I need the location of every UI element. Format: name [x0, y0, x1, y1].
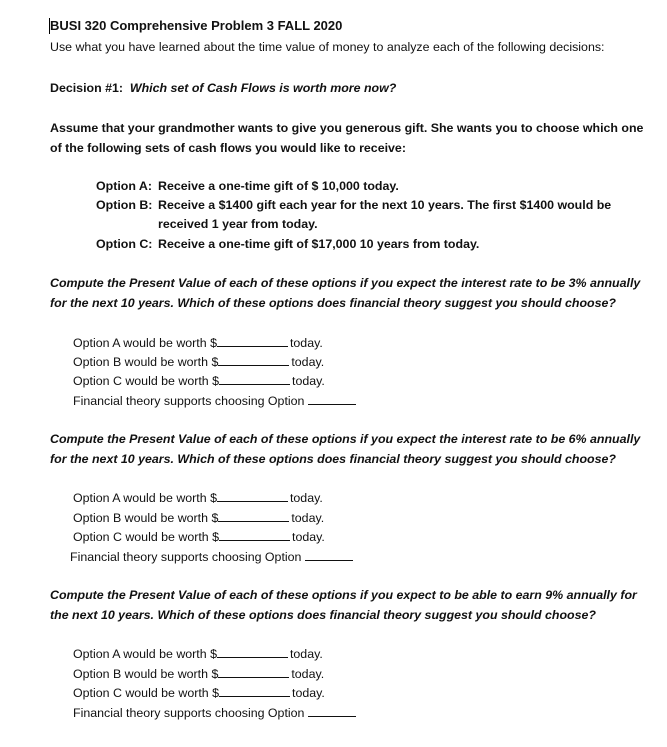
- option-b-text: Receive a $1400 gift each year for the next 10 years. The first $1400 would be: [158, 198, 612, 212]
- q3-choose-blank[interactable]: [308, 704, 356, 717]
- scenario-line-1: Assume that your grandmother wants to give you generous gift. She wants you to choose which one: [50, 121, 644, 135]
- q2-answer-a-blank[interactable]: [217, 489, 288, 502]
- q2-answer-c-suffix: today.: [292, 530, 325, 544]
- question-3-line-2: the next 10 years. Which of these options does financial theory suggest you should choose?: [50, 608, 596, 622]
- question-1-line-1: Compute the Present Value of each of these options if you expect the interest rate to be 3% annually: [50, 276, 641, 290]
- scenario-line-2: of the following sets of cash flows you would like to receive:: [50, 141, 406, 155]
- option-c-text: Receive a one-time gift of $17,000 10 years from today.: [158, 237, 480, 251]
- q3-answer-b-label: Option B would be worth $: [73, 667, 219, 681]
- question-1-line-2: for the next 10 years. Which of these options does financial theory suggest you should choose?: [50, 296, 616, 310]
- q1-answer-c-suffix: today.: [292, 374, 325, 388]
- q2-answer-a-suffix: today.: [289, 491, 323, 505]
- q3-answer-b-suffix: today.: [291, 667, 325, 681]
- q1-answer-b: [73, 353, 324, 370]
- q1-answer-b-blank[interactable]: [218, 353, 289, 366]
- q3-answer-c: [73, 684, 325, 701]
- q3-answer-c-blank[interactable]: [219, 684, 290, 697]
- decision-question: Which set of Cash Flows is worth more now?: [129, 81, 397, 95]
- q3-answer-a-label: Option A would be worth $: [73, 647, 217, 661]
- q1-answer-a-label: Option A would be worth $: [73, 336, 217, 350]
- q2-answer-b-suffix: today.: [291, 511, 325, 525]
- q1-choose: [73, 392, 356, 409]
- q2-answer-c-label: Option C would be worth $: [73, 530, 220, 544]
- question-3-line-1: Compute the Present Value of each of these options if you expect to be able to earn 9% annually for: [50, 588, 637, 602]
- decision-heading: [50, 80, 396, 96]
- q3-answer-a-suffix: today.: [289, 647, 323, 661]
- option-a-label: Option A:: [96, 179, 152, 193]
- q2-answer-b-blank[interactable]: [218, 509, 289, 522]
- q3-answer-a: [73, 645, 323, 662]
- q2-answer-c-blank[interactable]: [219, 528, 290, 541]
- q3-answer-c-suffix: today.: [292, 686, 325, 700]
- q1-answer-b-label: Option B would be worth $: [73, 355, 219, 369]
- q1-answer-a-suffix: today.: [289, 336, 323, 350]
- option-b: [96, 197, 611, 213]
- q1-answer-c: [73, 372, 325, 389]
- option-a: [96, 178, 399, 194]
- q2-answer-c: [73, 528, 325, 545]
- q3-choose-label: Financial theory supports choosing Option: [73, 706, 305, 720]
- q1-answer-a-blank[interactable]: [217, 334, 288, 347]
- document-title: BUSI 320 Comprehensive Problem 3 FALL 2020: [50, 18, 343, 33]
- q2-answer-a-label: Option A would be worth $: [73, 491, 217, 505]
- q2-answer-b-label: Option B would be worth $: [73, 511, 219, 525]
- q1-answer-c-label: Option C would be worth $: [73, 374, 220, 388]
- q2-answer-a: [73, 489, 323, 506]
- q3-answer-a-blank[interactable]: [217, 645, 288, 658]
- intro-text: Use what you have learned about the time value of money to analyze each of the following decisions:: [50, 40, 605, 54]
- option-b-text-continued: received 1 year from today.: [158, 217, 318, 231]
- question-2-line-2: for the next 10 years. Which of these options does financial theory suggest you should choose?: [50, 452, 616, 466]
- option-c: [96, 236, 479, 252]
- q1-choose-blank[interactable]: [308, 392, 356, 405]
- q1-answer-c-blank[interactable]: [219, 372, 290, 385]
- q1-answer-a: [73, 334, 323, 351]
- option-c-label: Option C:: [96, 237, 153, 251]
- q2-choose: [70, 548, 353, 565]
- q2-choose-blank[interactable]: [305, 548, 353, 561]
- q3-answer-c-label: Option C would be worth $: [73, 686, 220, 700]
- q2-choose-label: Financial theory supports choosing Option: [70, 550, 302, 564]
- question-2-line-1: Compute the Present Value of each of these options if you expect the interest rate to be 6% annually: [50, 432, 641, 446]
- q3-answer-b-blank[interactable]: [218, 665, 289, 678]
- q1-answer-b-suffix: today.: [291, 355, 325, 369]
- q2-answer-b: [73, 509, 324, 526]
- option-a-text: Receive a one-time gift of $ 10,000 today.: [158, 179, 399, 193]
- q3-answer-b: [73, 665, 324, 682]
- option-b-label: Option B:: [96, 198, 153, 212]
- decision-label: Decision #1:: [50, 81, 123, 95]
- q3-choose: [73, 704, 356, 721]
- q1-choose-label: Financial theory supports choosing Option: [73, 394, 305, 408]
